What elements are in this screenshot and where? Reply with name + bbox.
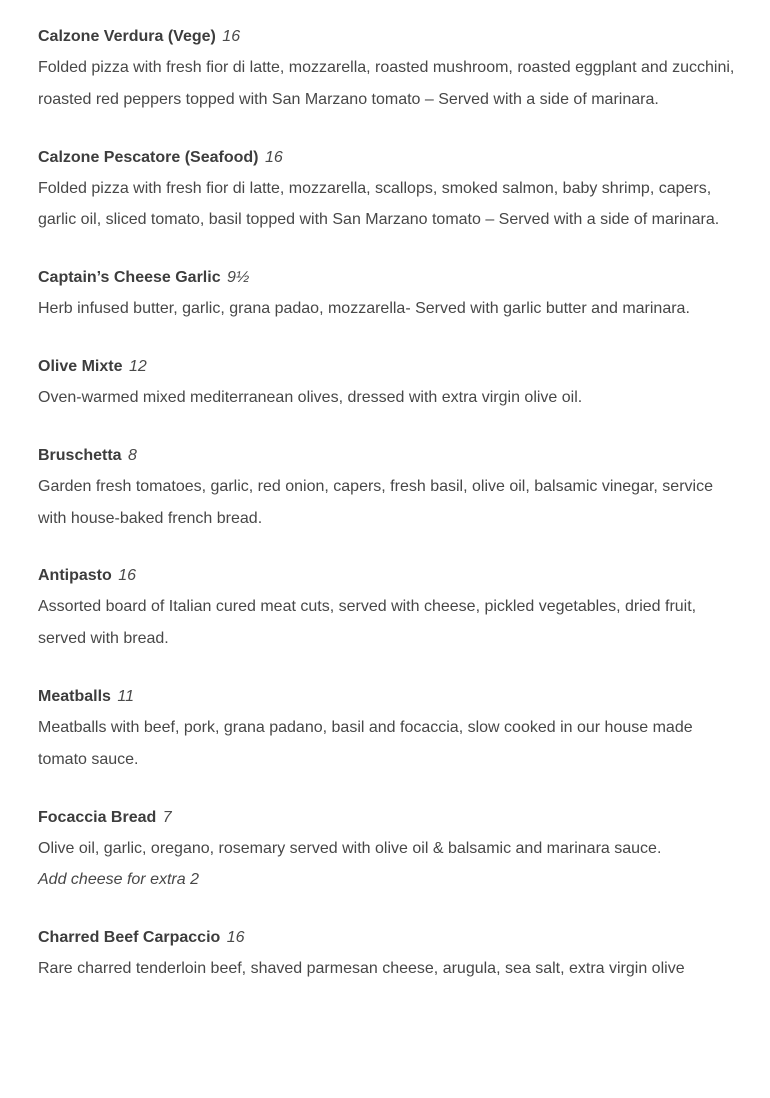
menu-item-description: Folded pizza with fresh fior di latte, mozzarella, roasted mushroom, roasted eggplant and zucchini, roasted red peppers topped with San Marzano tomato – Served with a side of marinara. — [38, 59, 735, 108]
menu-item-title — [38, 354, 738, 380]
menu-item-price: 16 — [226, 929, 245, 947]
menu-item-price: 8 — [128, 446, 137, 464]
menu-item-meatballs — [38, 684, 738, 776]
menu-item-description: Rare charred tenderloin beef, shaved parmesan cheese, arugula, sea salt, extra virgin olive — [38, 960, 685, 978]
menu-item-name: Olive Mixte — [38, 357, 123, 375]
menu-item-title — [38, 443, 738, 469]
menu-item-price: 12 — [128, 357, 147, 375]
menu-item-price: 16 — [118, 567, 137, 585]
menu-item-description: Olive oil, garlic, oregano, rosemary served with olive oil & balsamic and marinara sauce. — [38, 839, 662, 857]
menu-item-note: Add cheese for extra 2 — [38, 871, 199, 889]
menu-item-title — [38, 684, 738, 710]
menu-item-price: 9½ — [227, 269, 250, 287]
menu-item-name: Meatballs — [38, 687, 111, 705]
menu-item-name: Bruschetta — [38, 446, 122, 464]
menu-item-name: Captain’s Cheese Garlic — [38, 269, 221, 287]
menu-item-description: Herb infused butter, garlic, grana padao, mozzarella- Served with garlic butter and marinara. — [38, 300, 690, 318]
menu-item-name: Charred Beef Carpaccio — [38, 929, 221, 947]
menu-item-name: Calzone Pescatore (Seafood) — [38, 148, 259, 166]
menu-item-captains-cheese-garlic — [38, 265, 738, 325]
menu-item-antipasto — [38, 563, 738, 655]
menu-item-price: 11 — [117, 687, 134, 705]
menu-list — [38, 24, 738, 985]
menu-item-title — [38, 805, 738, 831]
menu-item-title — [38, 145, 738, 171]
menu-item-description: Garden fresh tomatoes, garlic, red onion, capers, fresh basil, olive oil, balsamic vinegar, service with house-baked french bread. — [38, 477, 713, 527]
menu-item-charred-beef-carpaccio — [38, 925, 738, 985]
menu-item-focaccia-bread — [38, 805, 738, 897]
menu-item-price: 16 — [222, 28, 241, 45]
menu-item-name: Antipasto — [38, 567, 112, 585]
menu-item-description: Assorted board of Italian cured meat cuts, served with cheese, pickled vegetables, dried fruit, served with bread. — [38, 598, 697, 648]
menu-item-name: Focaccia Bread — [38, 808, 157, 826]
menu-item-calzone-verdura — [38, 24, 738, 116]
menu-item-title — [38, 563, 738, 589]
menu-item-name: Calzone Verdura (Vege) — [38, 28, 216, 45]
menu-item-price: 7 — [162, 808, 172, 826]
menu-item-description: Folded pizza with fresh fior di latte, mozzarella, scallops, smoked salmon, baby shrimp, capers, garlic oil, sliced tomato, basil topped with San Marzano tomato – Served with a side of marinara. — [38, 179, 720, 229]
menu-item-title — [38, 265, 738, 291]
menu-item-calzone-pescatore — [38, 145, 738, 237]
menu-item-price: 16 — [264, 148, 283, 166]
menu-item-title — [38, 24, 738, 50]
menu-item-olive-mixte — [38, 354, 738, 414]
menu-item-description: Meatballs with beef, pork, grana padano, basil and focaccia, slow cooked in our house made tomato sauce. — [38, 718, 693, 768]
menu-item-title — [38, 925, 738, 951]
menu-item-description: Oven-warmed mixed mediterranean olives, dressed with extra virgin olive oil. — [38, 388, 583, 406]
menu-item-bruschetta — [38, 443, 738, 535]
